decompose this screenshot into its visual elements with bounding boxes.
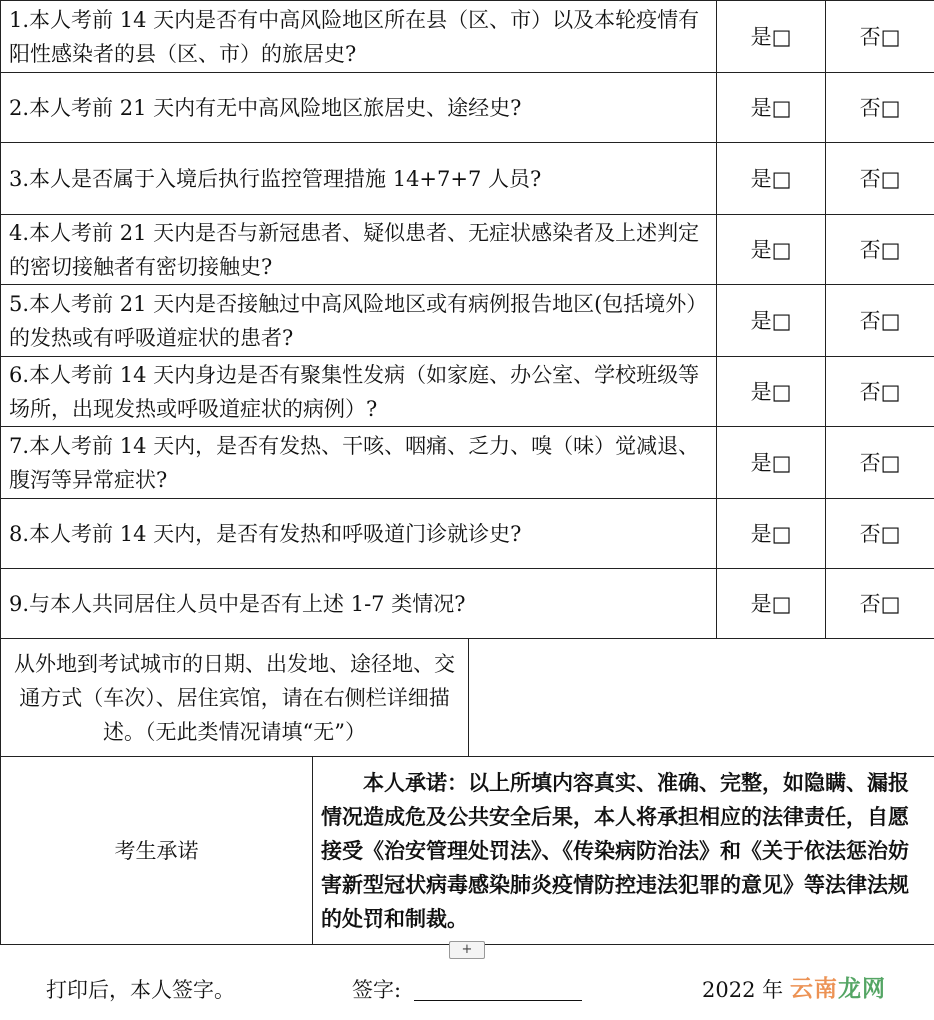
yes-checkbox[interactable]: 是□ <box>717 569 826 639</box>
question-row <box>1 569 934 639</box>
question-text: 3.本人是否属于入境后执行监控管理措施 14+7+7 人员? <box>1 143 717 215</box>
yes-checkbox[interactable]: 是□ <box>717 427 826 499</box>
expand-table-button[interactable]: + <box>449 941 485 959</box>
yes-checkbox[interactable]: 是□ <box>717 73 826 143</box>
no-checkbox[interactable]: 否□ <box>826 215 934 285</box>
no-checkbox[interactable]: 否□ <box>826 73 934 143</box>
travel-answer-cell[interactable] <box>469 639 934 757</box>
question-row <box>1 285 934 357</box>
pledge-label: 考生承诺 <box>1 757 313 945</box>
question-text: 8.本人考前 14 天内，是否有发热和呼吸道门诊就诊史? <box>1 499 717 569</box>
question-row <box>1 427 934 499</box>
signature-label: 签字: <box>352 978 402 1002</box>
question-text: 9.与本人共同居住人员中是否有上述 1-7 类情况? <box>1 569 717 639</box>
no-checkbox[interactable]: 否□ <box>826 143 934 215</box>
yes-checkbox[interactable]: 是□ <box>717 499 826 569</box>
question-row <box>1 143 934 215</box>
question-row <box>1 215 934 285</box>
yes-checkbox[interactable]: 是□ <box>717 1 826 73</box>
no-checkbox[interactable]: 否□ <box>826 357 934 427</box>
no-checkbox[interactable]: 否□ <box>826 1 934 73</box>
travel-description: 从外地到考试城市的日期、出发地、途径地、交通方式（车次）、居住宾馆，请在右侧栏详细描述。（无此类情况请填“无”） <box>1 639 469 757</box>
question-row <box>1 1 934 73</box>
question-text: 2.本人考前 21 天内有无中高风险地区旅居史、途经史? <box>1 73 717 143</box>
no-checkbox[interactable]: 否□ <box>826 427 934 499</box>
no-checkbox[interactable]: 否□ <box>826 569 934 639</box>
question-text: 5.本人考前 21 天内是否接触过中高风险地区或有病例报告地区(包括境外）的发热或有呼吸道症状的患者? <box>1 285 717 357</box>
pledge-row <box>1 757 934 945</box>
question-row <box>1 499 934 569</box>
watermark-logo: 云南龙网 <box>790 976 886 1002</box>
pledge-text: 本人承诺：以上所填内容真实、准确、完整，如隐瞒、漏报情况造成危及公共安全后果，本人将承担相应的法律责任，自愿接受《治安管理处罚法》、《传染病防治法》和《关于依法惩治妨害新型冠状病毒感染肺炎疫情防控违法犯罪的意见》等法律法规的处罚和制裁。 <box>313 757 934 945</box>
question-text: 7.本人考前 14 天内，是否有发热、干咳、咽痛、乏力、嗅（味）觉减退、腹泻等异常症状? <box>1 427 717 499</box>
question-row <box>1 357 934 427</box>
no-checkbox[interactable]: 否□ <box>826 499 934 569</box>
footer <box>0 966 934 1014</box>
question-row <box>1 73 934 143</box>
year-label: 2022 年 <box>702 978 784 1002</box>
yes-checkbox[interactable]: 是□ <box>717 215 826 285</box>
print-note: 打印后，本人签字。 <box>46 978 235 1002</box>
question-text: 6.本人考前 14 天内身边是否有聚集性发病（如家庭、办公室、学校班级等场所，出现发热或呼吸道症状的病例）? <box>1 357 717 427</box>
signature-line[interactable] <box>414 1000 582 1001</box>
travel-row <box>1 639 934 757</box>
yes-checkbox[interactable]: 是□ <box>717 357 826 427</box>
yes-checkbox[interactable]: 是□ <box>717 285 826 357</box>
question-text: 4.本人考前 21 天内是否与新冠患者、疑似患者、无症状感染者及上述判定的密切接触者有密切接触史? <box>1 215 717 285</box>
question-text: 1.本人考前 14 天内是否有中高风险地区所在县（区、市）以及本轮疫情有阳性感染者的县（区、市）的旅居史? <box>1 1 717 73</box>
yes-checkbox[interactable]: 是□ <box>717 143 826 215</box>
no-checkbox[interactable]: 否□ <box>826 285 934 357</box>
